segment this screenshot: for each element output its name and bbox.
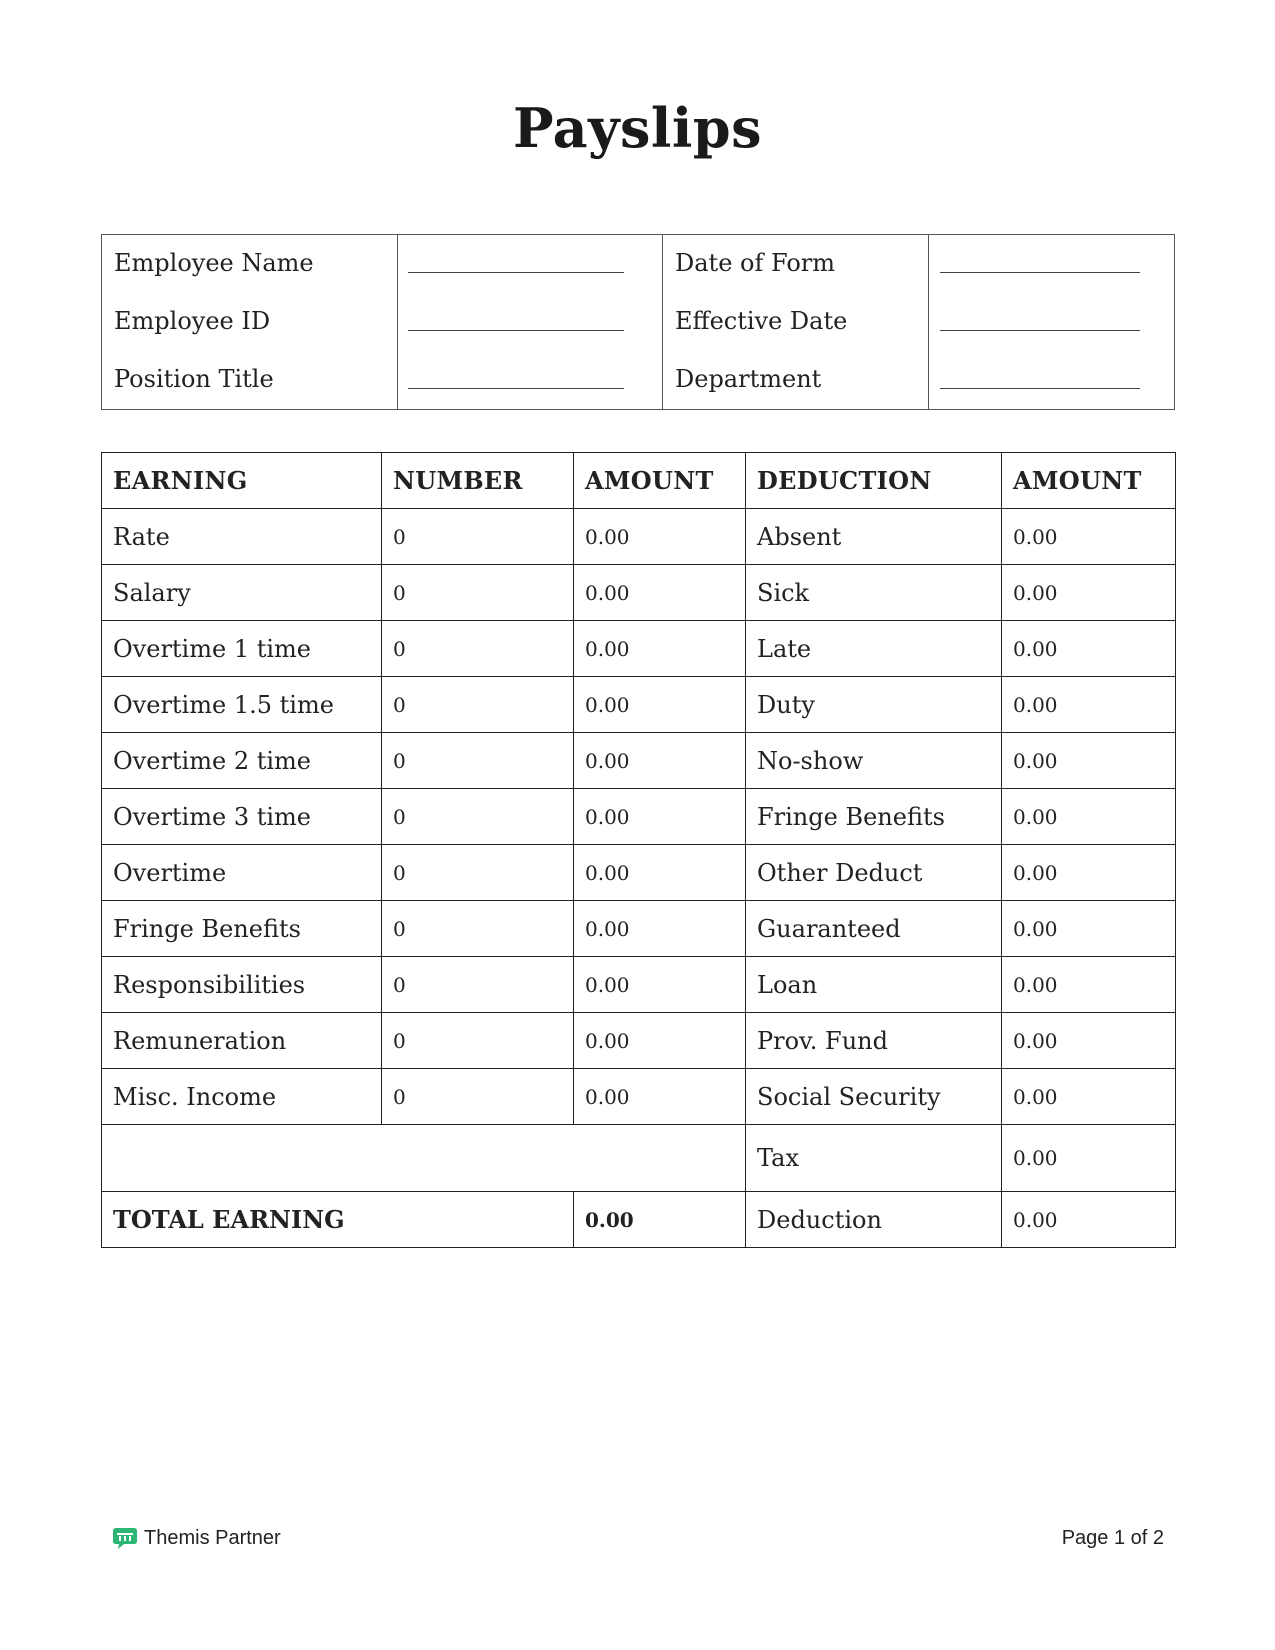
page-title: Payslips (512, 96, 763, 160)
deduction-amount-cell[interactable]: 0.00 (1002, 621, 1176, 677)
amount-cell[interactable]: 0.00 (574, 1013, 746, 1069)
tax-row (102, 1125, 1176, 1192)
header-amount: AMOUNT (574, 453, 746, 509)
earning-cell: Overtime (102, 845, 382, 901)
number-cell[interactable]: 0 (382, 677, 574, 733)
amount-cell[interactable]: 0.00 (574, 677, 746, 733)
effective-date-field[interactable] (940, 330, 1140, 331)
amount-cell[interactable]: 0.00 (574, 733, 746, 789)
table-row (102, 1069, 1176, 1125)
deduction-cell: No-show (746, 733, 1002, 789)
number-cell[interactable]: 0 (382, 789, 574, 845)
amount-cell[interactable]: 0.00 (574, 565, 746, 621)
amount-cell[interactable]: 0.00 (574, 957, 746, 1013)
employee-name-field[interactable] (408, 272, 624, 273)
header-deduction-amount: AMOUNT (1002, 453, 1176, 509)
table-header-row (102, 453, 1176, 509)
number-cell[interactable]: 0 (382, 733, 574, 789)
date-of-form-field[interactable] (940, 272, 1140, 273)
amount-cell[interactable]: 0.00 (574, 509, 746, 565)
date-of-form-label: Date of Form (675, 249, 836, 277)
deduction-cell: Guaranteed (746, 901, 1002, 957)
number-cell[interactable]: 0 (382, 621, 574, 677)
divider (662, 235, 663, 409)
brand-name: Themis Partner (144, 1526, 281, 1549)
tax-amount[interactable]: 0.00 (1002, 1125, 1176, 1192)
deduction-cell: Social Security (746, 1069, 1002, 1125)
payslip-table (101, 452, 1176, 1248)
table-row (102, 565, 1176, 621)
deduction-amount-cell[interactable]: 0.00 (1002, 901, 1176, 957)
employee-info-table (101, 234, 1175, 410)
header-number: NUMBER (382, 453, 574, 509)
number-cell[interactable]: 0 (382, 845, 574, 901)
earning-cell: Overtime 2 time (102, 733, 382, 789)
deduction-amount-cell[interactable]: 0.00 (1002, 677, 1176, 733)
table-row (102, 901, 1176, 957)
number-cell[interactable]: 0 (382, 565, 574, 621)
total-earning-amount: 0.00 (574, 1192, 746, 1248)
deduction-amount-cell[interactable]: 0.00 (1002, 509, 1176, 565)
deduction-amount-cell[interactable]: 0.00 (1002, 733, 1176, 789)
amount-cell[interactable]: 0.00 (574, 621, 746, 677)
page-number: Page 1 of 2 (1061, 1527, 1164, 1549)
empty-cell (102, 1125, 746, 1192)
earning-cell: Overtime 3 time (102, 789, 382, 845)
deduction-cell: Fringe Benefits (746, 789, 1002, 845)
number-cell[interactable]: 0 (382, 1069, 574, 1125)
employee-id-field[interactable] (408, 330, 624, 331)
table-row (102, 621, 1176, 677)
deduction-cell: Prov. Fund (746, 1013, 1002, 1069)
employee-id-label: Employee ID (114, 307, 271, 335)
earning-cell: Remuneration (102, 1013, 382, 1069)
earning-cell: Rate (102, 509, 382, 565)
deduction-amount-cell[interactable]: 0.00 (1002, 565, 1176, 621)
amount-cell[interactable]: 0.00 (574, 1069, 746, 1125)
number-cell[interactable]: 0 (382, 957, 574, 1013)
number-cell[interactable]: 0 (382, 1013, 574, 1069)
number-cell[interactable]: 0 (382, 901, 574, 957)
divider (397, 235, 398, 409)
table-row (102, 733, 1176, 789)
tax-label: Tax (746, 1125, 1002, 1192)
amount-cell[interactable]: 0.00 (574, 901, 746, 957)
total-row (102, 1192, 1176, 1248)
table-row (102, 789, 1176, 845)
table-row (102, 1013, 1176, 1069)
themis-logo-icon (112, 1526, 138, 1550)
amount-cell[interactable]: 0.00 (574, 789, 746, 845)
total-deduction-amount: 0.00 (1002, 1192, 1176, 1248)
deduction-cell: Late (746, 621, 1002, 677)
deduction-amount-cell[interactable]: 0.00 (1002, 1013, 1176, 1069)
department-field[interactable] (940, 388, 1140, 389)
table-row (102, 509, 1176, 565)
position-title-label: Position Title (114, 365, 274, 393)
total-deduction-label: Deduction (746, 1192, 1002, 1248)
table-row (102, 957, 1176, 1013)
total-earning-label: TOTAL EARNING (102, 1192, 574, 1248)
deduction-amount-cell[interactable]: 0.00 (1002, 845, 1176, 901)
footer-brand (112, 1526, 281, 1550)
position-title-field[interactable] (408, 388, 624, 389)
deduction-cell: Absent (746, 509, 1002, 565)
table-row (102, 677, 1176, 733)
deduction-amount-cell[interactable]: 0.00 (1002, 1069, 1176, 1125)
divider (928, 235, 929, 409)
deduction-amount-cell[interactable]: 0.00 (1002, 789, 1176, 845)
amount-cell[interactable]: 0.00 (574, 845, 746, 901)
table-row (102, 845, 1176, 901)
deduction-amount-cell[interactable]: 0.00 (1002, 957, 1176, 1013)
number-cell[interactable]: 0 (382, 509, 574, 565)
deduction-cell: Sick (746, 565, 1002, 621)
deduction-cell: Loan (746, 957, 1002, 1013)
deduction-cell: Other Deduct (746, 845, 1002, 901)
deduction-cell: Duty (746, 677, 1002, 733)
header-deduction: DEDUCTION (746, 453, 1002, 509)
earning-cell: Salary (102, 565, 382, 621)
earning-cell: Misc. Income (102, 1069, 382, 1125)
header-earning: EARNING (102, 453, 382, 509)
earning-cell: Overtime 1 time (102, 621, 382, 677)
earning-cell: Responsibilities (102, 957, 382, 1013)
earning-cell: Overtime 1.5 time (102, 677, 382, 733)
employee-name-label: Employee Name (114, 249, 314, 277)
department-label: Department (675, 365, 822, 393)
earning-cell: Fringe Benefits (102, 901, 382, 957)
effective-date-label: Effective Date (675, 307, 848, 335)
